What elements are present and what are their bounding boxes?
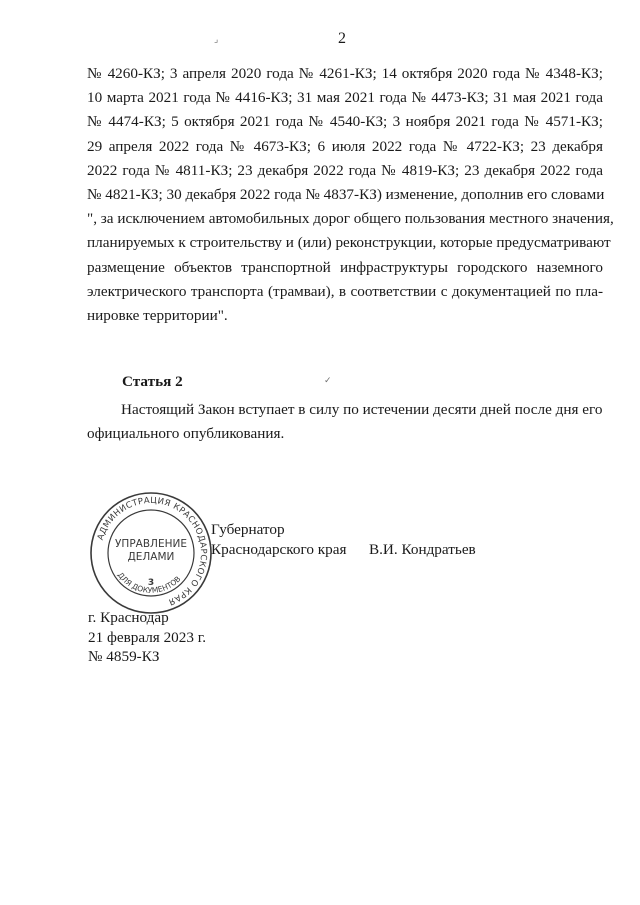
- stamp-bottom-text: ДЛЯ ДОКУМЕНТОВ: [115, 570, 183, 595]
- official-stamp: [88, 490, 214, 616]
- footer-number: № 4859-КЗ: [88, 648, 160, 665]
- scan-mark: ✓: [324, 375, 332, 385]
- signatory-title-line2: Краснодарского края: [211, 541, 347, 558]
- article-line: официального опубликования.: [87, 425, 285, 443]
- body-line: электрического транспорта (трамваи), в соответствии с документацией по пла-: [87, 282, 603, 300]
- signatory-title: [211, 520, 346, 560]
- body-line: 2022 года № 4811-КЗ; 23 декабря 2022 года № 4819-КЗ; 23 декабря 2022 года: [87, 161, 603, 179]
- stamp-outer-text: АДМИНИСТРАЦИЯ КРАСНОДАРСКОГО КРАЯ: [95, 495, 209, 607]
- page-number: 2: [338, 30, 346, 47]
- body-line: № 4821-КЗ; 30 декабря 2022 года № 4837-КЗ) изменение, дополнив его словами: [87, 186, 605, 204]
- article-line: Настоящий Закон вступает в силу по истечении десяти дней после дня его: [121, 401, 603, 418]
- body-line: № 4260-КЗ; 3 апреля 2020 года № 4261-КЗ; 14 октября 2020 года № 4348-КЗ;: [87, 65, 603, 82]
- stamp-inner-top: УПРАВЛЕНИЕ: [115, 538, 187, 550]
- document-footer: [88, 608, 206, 667]
- article-paragraph: [87, 398, 603, 446]
- article-heading: Статья 2: [122, 373, 183, 390]
- signatory-name: В.И. Кондратьев: [369, 541, 476, 558]
- signatory-title-line1: Губернатор: [211, 521, 285, 538]
- body-line: нировке территории".: [87, 307, 228, 325]
- footer-date: 21 февраля 2023 г.: [88, 628, 207, 646]
- stamp-number: 3: [147, 578, 155, 588]
- scan-mark: ⌟: [214, 34, 219, 44]
- body-line: 10 марта 2021 года № 4416-КЗ; 31 мая 2021 года № 4473-КЗ; 31 мая 2021 года: [87, 89, 603, 107]
- body-line: планируемых к строительству и (или) реконструкции, которые предусматривают: [87, 234, 611, 252]
- body-paragraph: [87, 62, 614, 328]
- body-line: 29 апреля 2022 года № 4673-КЗ; 6 июля 2022 года № 4722-КЗ; 23 декабря: [87, 137, 603, 155]
- body-line: ", за исключением автомобильных дорог общего пользования местного значения,: [87, 210, 614, 228]
- footer-city: г. Краснодар: [88, 609, 169, 626]
- stamp-inner-bottom: ДЕЛАМИ: [127, 551, 175, 563]
- body-line: размещение объектов транспортной инфраструктуры городского наземного: [87, 258, 603, 276]
- body-line: № 4474-КЗ; 5 октября 2021 года № 4540-КЗ; 3 ноября 2021 года № 4571-КЗ;: [87, 113, 603, 131]
